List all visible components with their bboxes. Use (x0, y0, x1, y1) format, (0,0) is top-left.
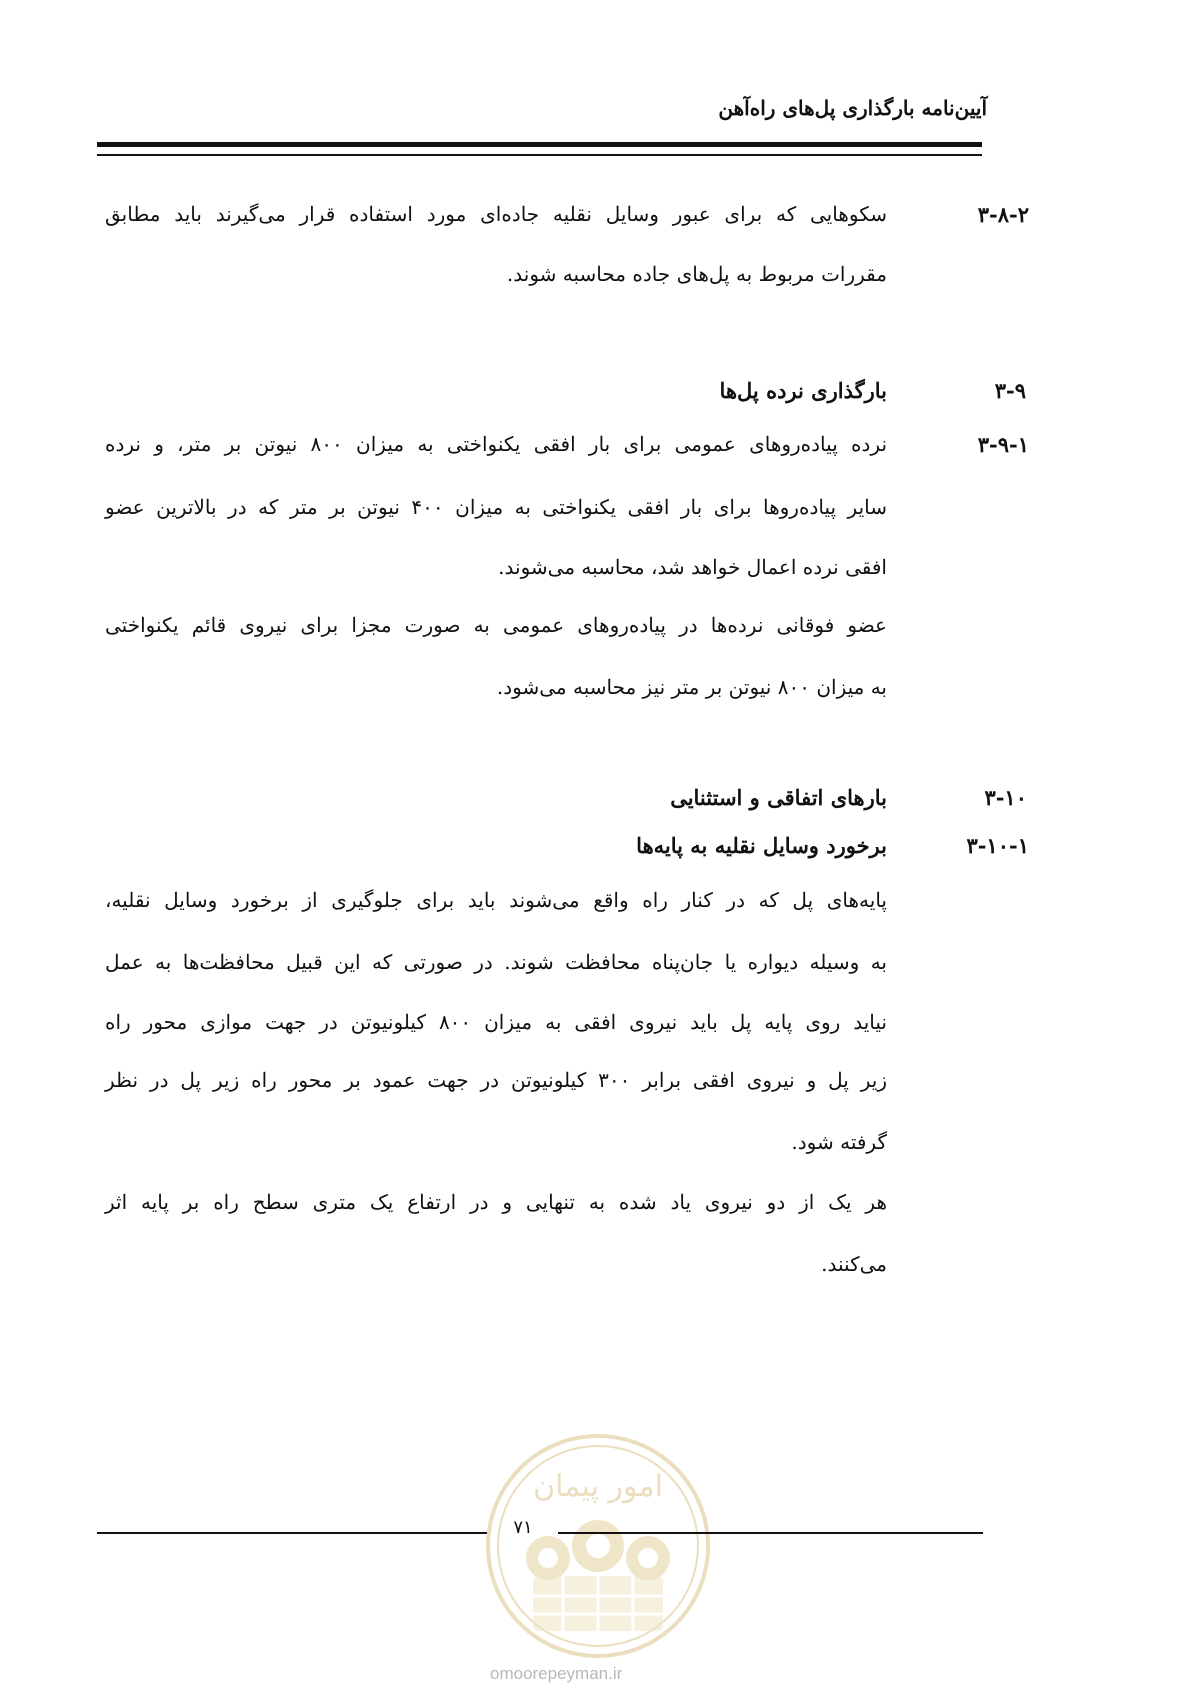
clause-3-9-1-line-3: افقی نرده اعمال خواهد شد، محاسبه می‌شوند. (498, 555, 887, 579)
clause-number-3-10-1: ۳-۱۰-۱ (966, 833, 1029, 858)
clause-3-10-1-line-7: می‌کنند. (821, 1252, 887, 1276)
clause-3-8-2-line-2: مقررات مربوط به پل‌های جاده محاسبه شوند. (506, 262, 887, 286)
clause-title-3-10-1: برخورد وسایل نقلیه به پایه‌ها (636, 833, 887, 858)
clause-3-9-1-line-4: عضو فوقانی نرده‌ها در پیاده‌روهای عمومی به صورت مجزا برای نیروی قائم یکنواختی (105, 613, 887, 637)
clause-3-10-1-line-6: هر یک از دو نیروی یاد شده به تنهایی و در ارتفاع یک متری سطح راه بر پایه اثر (105, 1190, 887, 1214)
clause-3-9-1-line-5: به میزان ۸۰۰ نیوتن بر متر نیز محاسبه می‌شود. (496, 675, 887, 699)
section-number-3-9: ۳-۹ (994, 378, 1026, 403)
omoorepeyman-watermark-logo (478, 1426, 718, 1666)
clause-3-10-1-line-4: زیر پل و نیروی افقی برابر ۳۰۰ کیلونیوتن در جهت عمود بر محور راه زیر پل در نظر (105, 1068, 888, 1092)
clause-3-9-1-line-2: سایر پیاده‌روها برای بار افقی یکنواختی به میزان ۴۰۰ نیوتن بر متر که در بالاترین عضو (105, 495, 887, 519)
clause-3-10-1-line-5: گرفته شود. (791, 1130, 887, 1154)
footer-rule-right (558, 1532, 983, 1534)
section-title-3-10: بارهای اتفاقی و استثنایی (670, 785, 887, 810)
clause-3-8-2-line-1: سکوهایی که برای عبور وسایل نقلیه جاده‌ای مورد استفاده قرار می‌گیرند باید مطابق (105, 202, 887, 226)
header-rule-thin (97, 154, 982, 156)
watermark-logo-text: امور پیمان (533, 1469, 663, 1504)
watermark-site: omoorepeyman.ir (490, 1664, 623, 1683)
clause-number-3-9-1: ۳-۹-۱ (977, 432, 1029, 457)
clause-3-10-1-line-3: نیاید روی پایه پل باید نیروی افقی به میزان ۸۰۰ کیلونیوتن در جهت موازی محور راه (105, 1010, 887, 1034)
clause-3-9-1-line-1: نرده پیاده‌روهای عمومی برای بار افقی یکنواختی به میزان ۸۰۰ نیوتن بر متر، و نرده (105, 432, 888, 456)
clause-3-10-1-line-2: به وسیله دیواره یا جان‌پناه محافظت شوند. در صورتی که این قبیل محافظت‌ها به عمل (105, 950, 887, 974)
footer-rule-left (97, 1532, 487, 1534)
running-title: آیین‌نامه بارگذاری پل‌های راه‌آهن (718, 96, 987, 120)
page-number: ۷۱ (513, 1517, 533, 1538)
clause-3-10-1-line-1: پایه‌های پل که در کنار راه واقع می‌شوند باید برای جلوگیری از برخورد وسایل نقلیه، (105, 888, 887, 912)
section-title-3-9: بارگذاری نرده پل‌ها (719, 378, 887, 403)
clause-number-3-8-2: ۳-۸-۲ (977, 202, 1029, 227)
header-rule-thick (97, 142, 982, 147)
section-number-3-10: ۳-۱۰ (984, 785, 1027, 810)
